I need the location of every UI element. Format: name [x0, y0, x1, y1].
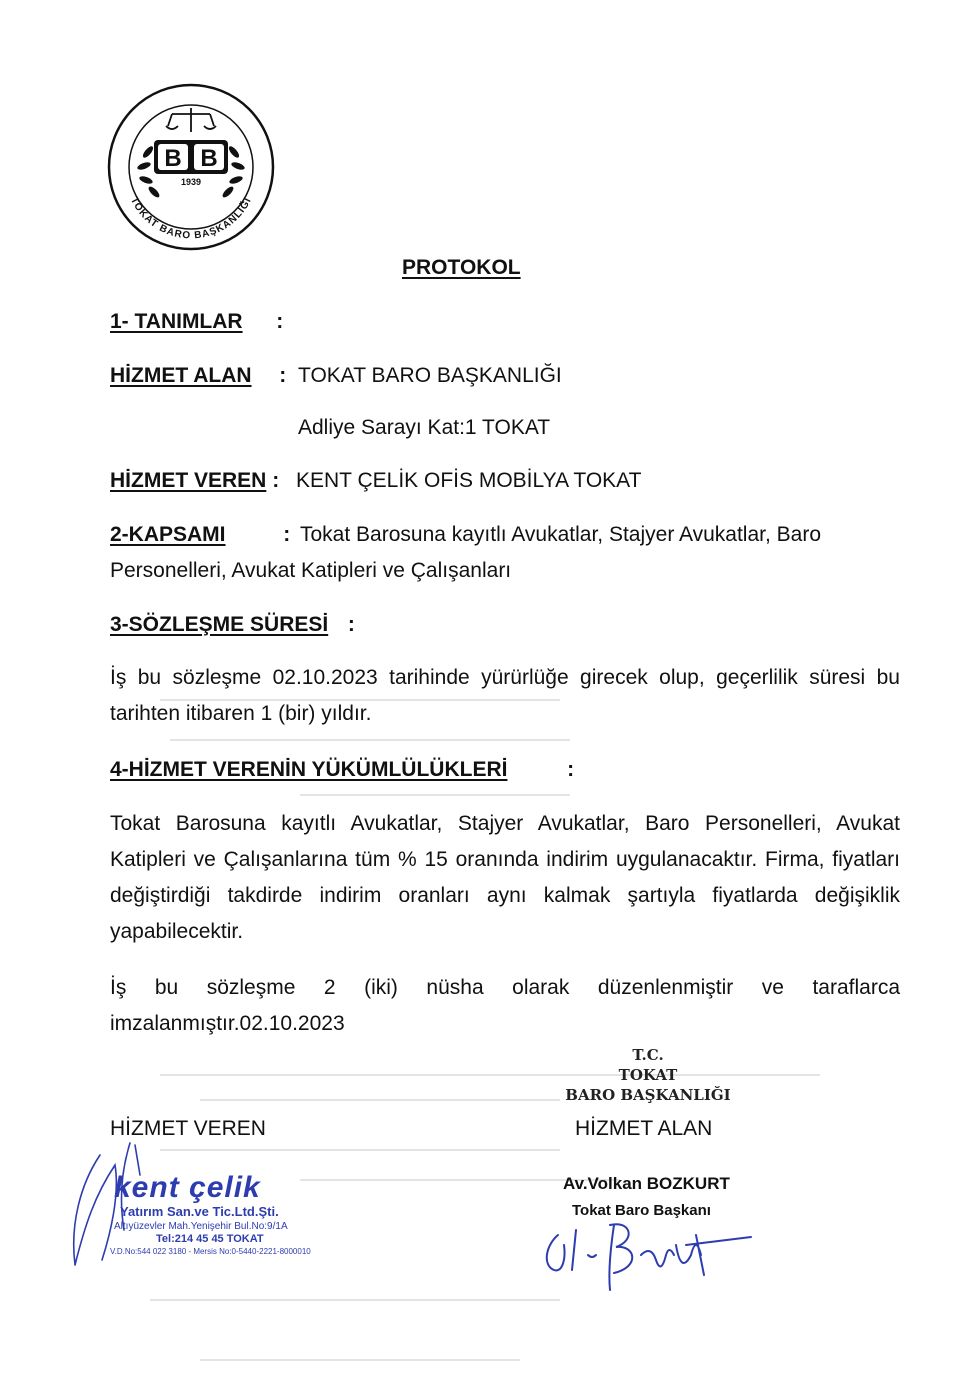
stamp-company-name: kent çelik	[114, 1171, 261, 1204]
section4-heading-text: 4-HİZMET VERENİN YÜKÜMLÜLÜKLERİ	[110, 758, 508, 781]
section2-heading-text: 2-KAPSAMI	[110, 523, 226, 546]
baro-seal-logo	[106, 82, 276, 252]
seal-year: 1939	[180, 177, 202, 187]
tc-header-block	[558, 1045, 738, 1105]
signatory-title: Tokat Baro Başkanı	[572, 1202, 711, 1219]
section4-colon: :	[567, 758, 575, 781]
hizmet-veren-colon: :	[272, 469, 280, 492]
signatory-name: Av.Volkan BOZKURT	[563, 1174, 730, 1193]
stamp-line4: Tel:214 45 45 TOKAT	[156, 1233, 264, 1245]
tc-line3: BARO BAŞKANLIĞI	[565, 1086, 731, 1104]
section3-heading-text: 3-SÖZLEŞME SÜRESİ	[110, 613, 329, 636]
stamp-line3: Altıyüzevler Mah.Yenişehir Bul.No:9/1A	[114, 1221, 288, 1232]
hizmet-alan-label-row	[110, 363, 286, 389]
tc-line1: T.C.	[632, 1046, 664, 1064]
signature-label-hizmet-veren: HİZMET VEREN	[110, 1117, 266, 1140]
section3-colon: :	[347, 613, 355, 636]
document-title: PROTOKOL	[402, 256, 521, 279]
hizmet-veren-label: HİZMET VEREN	[110, 469, 267, 492]
signature-right-scribble	[536, 1215, 756, 1300]
section1-colon: :	[276, 310, 284, 333]
tc-line2: TOKAT	[618, 1066, 678, 1084]
closing-paragraph: İş bu sözleşme 2 (iki) nüsha olarak düzenlenmiştir ve taraflarca imzalanmıştır.02.10.2023	[110, 976, 900, 1035]
seal-initial-left: B	[164, 145, 182, 172]
stamp-line2: Yatırım San.ve Tic.Ltd.Şti.	[120, 1204, 279, 1219]
section1-heading-text: 1- TANIMLAR	[110, 310, 243, 333]
section3-heading	[110, 612, 355, 638]
hizmet-alan-value: TOKAT BARO BAŞKANLIĞI	[298, 364, 562, 387]
seal-initial-right: B	[200, 145, 218, 172]
section4-heading	[110, 757, 574, 783]
hizmet-alan-label: HİZMET ALAN	[110, 364, 252, 387]
section2-text-line1: Tokat Barosuna kayıtlı Avukatlar, Stajyer Avukatlar, Baro	[300, 523, 822, 546]
hizmet-alan-address: Adliye Sarayı Kat:1 TOKAT	[298, 416, 551, 439]
hizmet-alan-colon: :	[279, 364, 287, 387]
section2-colon: :	[283, 523, 291, 546]
hizmet-veren-label-row	[110, 468, 279, 494]
section2-heading	[110, 522, 290, 548]
stamp-line5: V.D.No:544 022 3180 - Mersis No:0-5440-2221-8000010	[110, 1247, 311, 1256]
signature-left-scribble	[60, 1135, 170, 1275]
section1-heading	[110, 309, 283, 335]
section2-text-line2: Personelleri, Avukat Katipleri ve Çalışanları	[110, 559, 512, 582]
signature-label-hizmet-alan: HİZMET ALAN	[575, 1117, 713, 1140]
seal-ring-text: TOKAT BARO BAŞKANLIĞI	[127, 195, 255, 242]
section3-paragraph: İş bu sözleşme 02.10.2023 tarihinde yürürlüğe girecek olup, geçerlilik süresi bu tarihten itibaren 1 (bir) yıldır.	[110, 666, 900, 725]
hizmet-veren-value: KENT ÇELİK OFİS MOBİLYA TOKAT	[296, 469, 642, 492]
svg-text:TOKAT BARO BAŞKANLIĞI	[128, 196, 254, 242]
section4-paragraph: Tokat Barosuna kayıtlı Avukatlar, Stajyer Avukatlar, Baro Personelleri, Avukat Katipleri ve Çalışanlarına tüm % 15 oranında indirim uygulanacaktır. Firma, fiyatları değiştirdiği takdirde indirim oranları aynı kalmak şartıyla fiyatlarda değişiklik yapabilecektir.	[110, 812, 900, 943]
